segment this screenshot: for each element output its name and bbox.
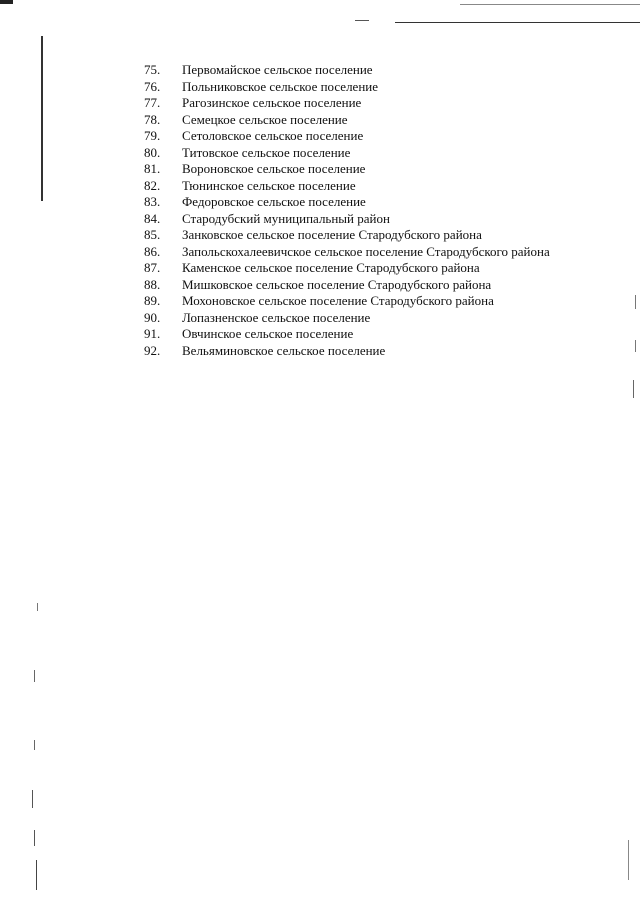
list-item <box>138 79 550 96</box>
item-number: 81. <box>144 161 161 176</box>
item-number: 85. <box>144 227 161 242</box>
item-number: 89. <box>144 293 161 308</box>
item-name: Федоровское сельское поселение <box>182 194 366 209</box>
scan-artifact <box>395 22 640 23</box>
scan-artifact <box>628 840 629 880</box>
scan-artifact <box>32 790 33 808</box>
item-number: 90. <box>144 309 161 325</box>
item-name: Рагозинское сельское поселение <box>182 95 362 110</box>
item-name: Мохоновское сельское поселение Стародубского района <box>182 293 494 308</box>
scan-artifact <box>635 295 636 309</box>
item-number: 78. <box>144 111 161 127</box>
item-number: 86. <box>144 243 161 259</box>
item-name: Занковское сельское поселение Стародубского района <box>182 227 482 242</box>
item-name: Каменское сельское поселение Стародубского района <box>182 260 480 275</box>
item-number: 77. <box>144 95 161 110</box>
item-name: Тюнинское сельское поселение <box>182 177 356 193</box>
item-name: Стародубский муниципальный район <box>182 210 390 226</box>
list-item <box>138 293 550 310</box>
list-item <box>138 95 550 112</box>
scan-artifact <box>34 670 35 682</box>
list-item <box>138 277 550 294</box>
list-item <box>138 62 550 79</box>
settlement-list <box>138 62 550 359</box>
list-item <box>138 260 550 277</box>
item-name: Польниковское сельское поселение <box>182 78 379 94</box>
scan-artifact <box>633 380 634 398</box>
scan-artifact <box>355 20 369 21</box>
item-number: 75. <box>144 62 161 77</box>
item-name: Запольскохалеевичское сельское поселение Стародубского района <box>182 243 550 259</box>
item-number: 82. <box>144 177 161 193</box>
scan-artifact <box>460 4 640 5</box>
item-name: Лопазненское сельское поселение <box>182 309 371 325</box>
list-item <box>138 161 550 178</box>
item-name: Первомайское сельское поселение <box>182 62 373 77</box>
scan-artifact <box>41 36 43 201</box>
list-item <box>138 145 550 162</box>
item-number: 76. <box>144 78 161 94</box>
item-number: 84. <box>144 210 161 226</box>
item-number: 88. <box>144 276 161 292</box>
list-item <box>138 112 550 129</box>
list-item <box>138 310 550 327</box>
item-number: 83. <box>144 194 161 209</box>
list-item <box>138 326 550 343</box>
scan-artifact <box>36 860 37 890</box>
list-item <box>138 244 550 261</box>
item-number: 79. <box>144 128 161 143</box>
scan-artifact <box>635 340 636 352</box>
item-name: Сетоловское сельское поселение <box>182 128 364 143</box>
list-item <box>138 227 550 244</box>
scan-artifact <box>37 603 38 611</box>
item-name: Семецкое сельское поселение <box>182 111 348 127</box>
list-item <box>138 194 550 211</box>
item-number: 91. <box>144 326 161 341</box>
scan-artifact <box>34 740 35 750</box>
item-name: Титовское сельское поселение <box>182 144 351 160</box>
list-item <box>138 343 550 360</box>
list-item <box>138 211 550 228</box>
item-name: Вельяминовское сельское поселение <box>182 342 386 358</box>
item-number: 92. <box>144 342 161 358</box>
scan-artifact <box>34 830 35 846</box>
item-number: 87. <box>144 260 161 275</box>
item-number: 80. <box>144 144 161 160</box>
item-name: Вороновское сельское поселение <box>182 161 366 176</box>
item-name: Овчинское сельское поселение <box>182 326 354 341</box>
list-item <box>138 178 550 195</box>
scan-artifact <box>0 0 13 4</box>
list-item <box>138 128 550 145</box>
item-name: Мишковское сельское поселение Стародубского района <box>182 276 492 292</box>
